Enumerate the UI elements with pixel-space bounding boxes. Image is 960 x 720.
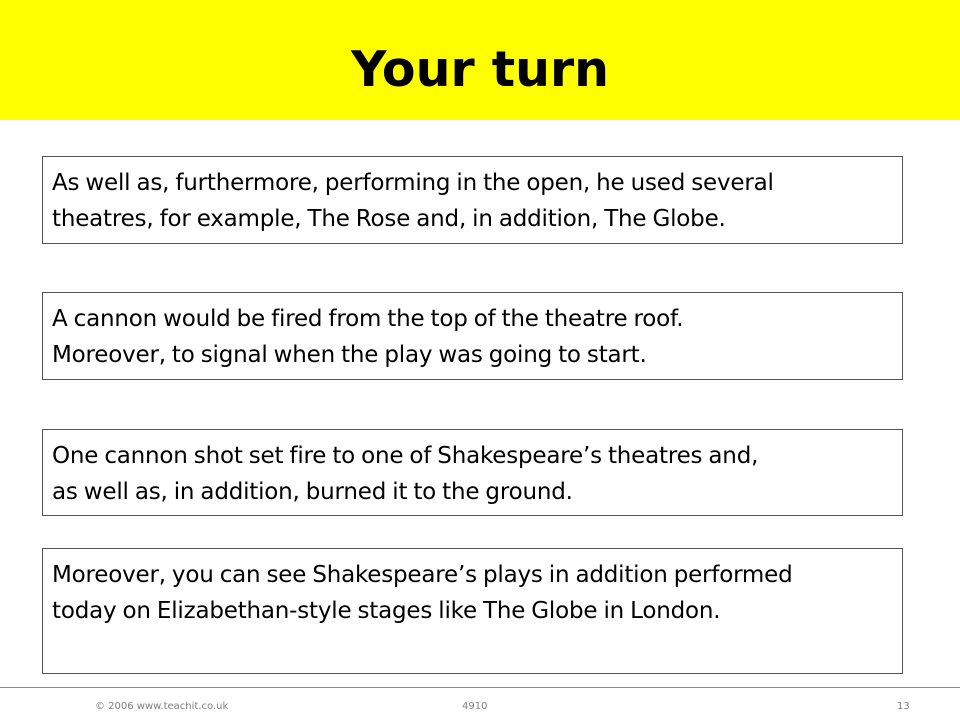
footer-page-number: 13 <box>897 701 910 712</box>
sentence-line: A cannon would be fired from the top of the theatre roof. <box>52 306 684 332</box>
title-bar <box>0 0 960 120</box>
slide-title: Your turn <box>350 41 610 98</box>
sentence-line: Moreover, to signal when the play was going to start. <box>52 342 647 368</box>
sentence-line: One cannon shot set fire to one of Shakespeare’s theatres and, <box>52 443 759 469</box>
sentence-box-3 <box>42 429 903 516</box>
sentence-box-1 <box>42 156 903 244</box>
footer-copyright: © 2006 www.teachit.co.uk <box>95 701 229 712</box>
sentence-line: today on Elizabethan-style stages like The Globe in London. <box>52 598 721 624</box>
sentence-line: Moreover, you can see Shakespeare’s plays in addition performed <box>52 562 793 588</box>
sentence-box-2 <box>42 292 903 380</box>
sentence-line: theatres, for example, The Rose and, in addition, The Globe. <box>52 206 726 232</box>
sentence-line: as well as, in addition, burned it to the ground. <box>52 479 573 505</box>
sentence-box-4 <box>42 548 903 674</box>
sentence-line: As well as, furthermore, performing in the open, he used several <box>52 170 774 196</box>
footer-divider <box>0 687 960 688</box>
footer-resource-code: 4910 <box>462 701 488 712</box>
